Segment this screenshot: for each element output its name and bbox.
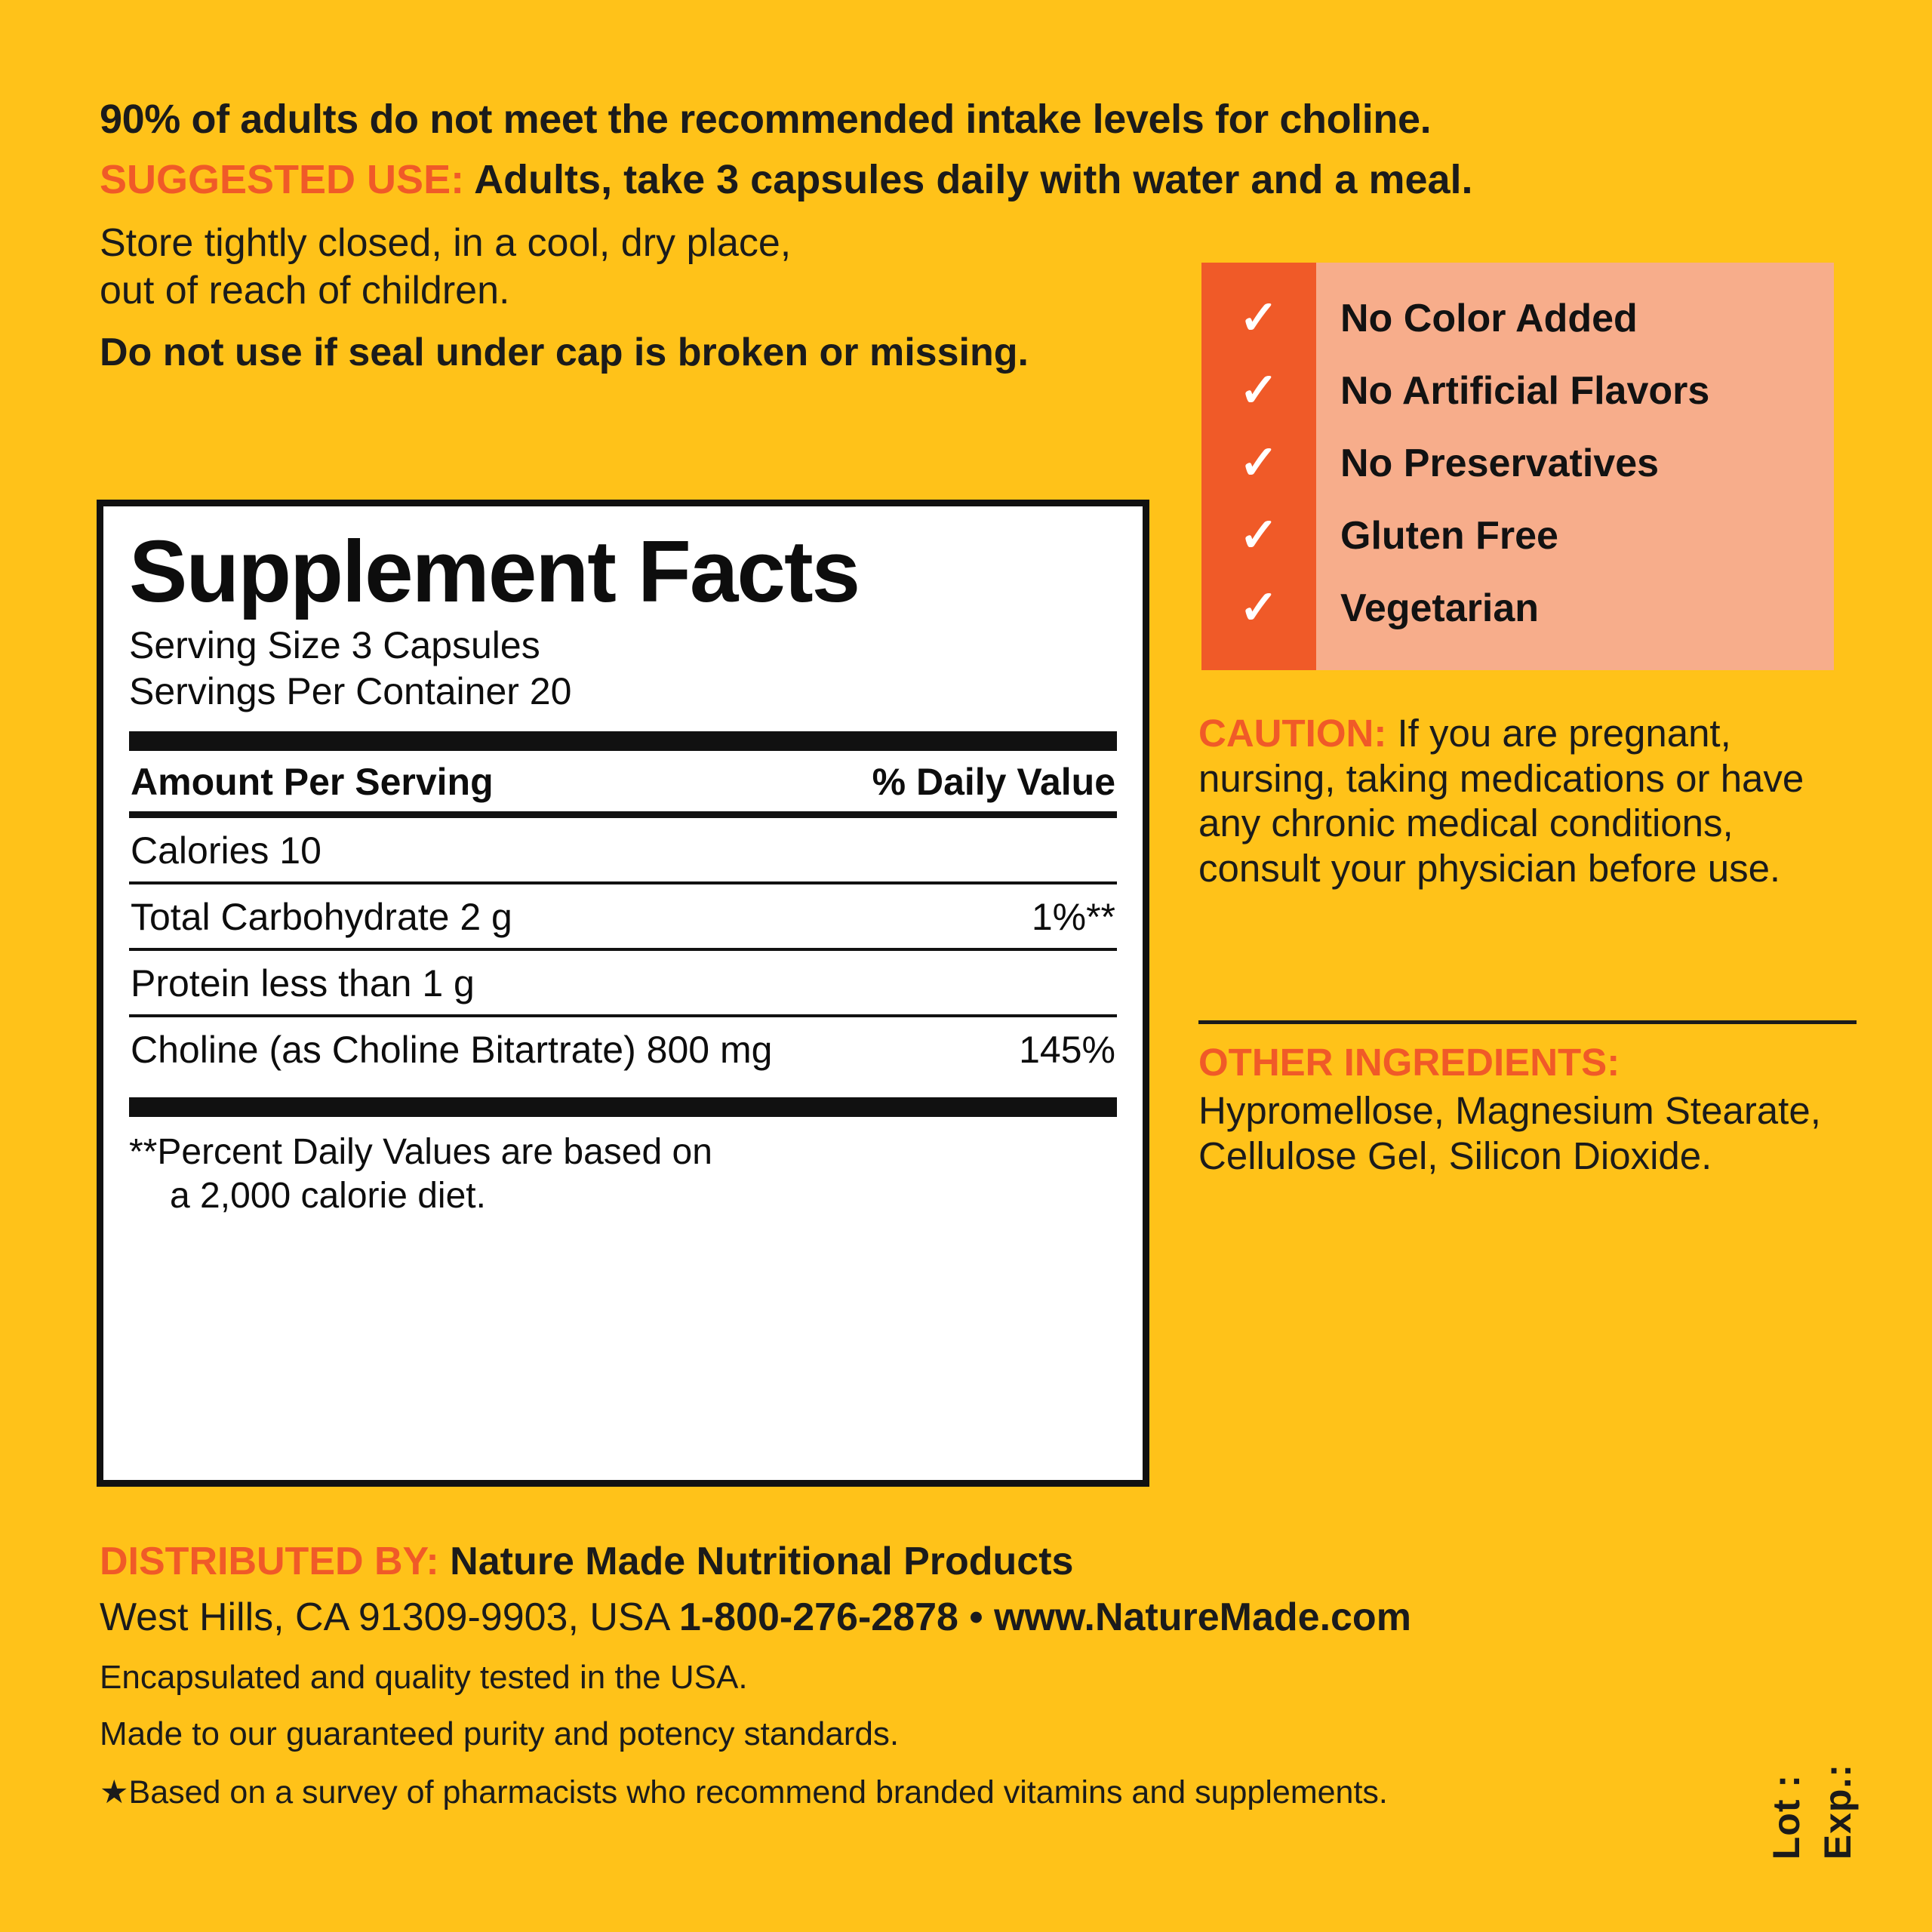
lot-label: Lot : [1765, 1774, 1807, 1860]
nutrient-name: Choline (as Choline Bitartrate) 800 mg [131, 1029, 773, 1071]
distributed-by-line [100, 1538, 1669, 1585]
other-ingredients-text: Hypromellose, Magnesium Stearate, Cellulose Gel, Silicon Dioxide. [1198, 1089, 1821, 1178]
distributed-by-label: DISTRIBUTED BY: [100, 1540, 439, 1583]
suggested-use-line [100, 157, 1556, 202]
claim-item: Vegetarian [1340, 586, 1540, 630]
rule-thick-top [129, 731, 1117, 751]
check-icon: ✓ [1239, 509, 1278, 561]
product-claims-box [1201, 263, 1834, 670]
footnote-line-1: **Percent Daily Values are based on [129, 1132, 712, 1172]
table-row [129, 951, 1117, 1014]
supplement-facts-title: Supplement Facts [129, 522, 860, 620]
lot-exp-block [1764, 1764, 1860, 1860]
bottom-info-block [100, 1538, 1669, 1813]
suggested-use-text: Adults, take 3 capsules daily with water and a meal. [474, 157, 1473, 203]
supplement-facts-panel [97, 500, 1149, 1487]
claim-item: Gluten Free [1340, 514, 1558, 558]
check-icon: ✓ [1239, 437, 1278, 489]
choline-stat-line: 90% of adults do not meet the recommended intake levels for choline. [100, 97, 1432, 142]
claims-check-column [1201, 263, 1316, 670]
claim-item: No Preservatives [1340, 441, 1660, 485]
storage-line-2: out of reach of children. [100, 269, 510, 313]
nutrient-name: Calories 10 [131, 829, 321, 872]
distributor-name: Nature Made Nutritional Products [438, 1540, 1074, 1583]
other-ingredients-label: OTHER INGREDIENTS: [1198, 1041, 1620, 1084]
check-icon: ✓ [1239, 292, 1278, 344]
daily-value-footnote [129, 1117, 1117, 1217]
nutrient-dv: 1%** [1031, 896, 1115, 938]
website-link[interactable]: www.NatureMade.com [994, 1595, 1411, 1640]
table-header-row [129, 751, 1117, 811]
address-line [100, 1594, 1669, 1641]
address-text: West Hills, CA 91309-9903, USA [100, 1595, 669, 1640]
other-ingredients-block [1198, 1040, 1863, 1180]
check-icon: ✓ [1239, 365, 1278, 417]
nutrient-dv: 145% [1019, 1029, 1115, 1071]
table-row [129, 884, 1117, 948]
survey-footnote: ★Based on a survey of pharmacists who recommend branded vitamins and supplements. [100, 1774, 1388, 1811]
nutrient-name: Protein less than 1 g [131, 962, 475, 1004]
purity-note: Made to our guaranteed purity and potency standards. [100, 1715, 900, 1752]
claims-label-column [1316, 263, 1834, 670]
caution-label: CAUTION: [1198, 712, 1387, 755]
nutrient-name: Total Carbohydrate 2 g [131, 896, 512, 938]
exp-label: Exp.: [1817, 1763, 1859, 1860]
serving-size: Serving Size 3 Capsules [129, 624, 540, 666]
storage-line-1: Store tightly closed, in a cool, dry place, [100, 220, 792, 265]
suggested-use-label: SUGGESTED USE: [100, 157, 465, 203]
check-icon: ✓ [1239, 582, 1278, 634]
phone-number[interactable]: 1-800-276-2878 [678, 1595, 958, 1640]
table-row [129, 1017, 1117, 1081]
caution-block [1198, 711, 1863, 891]
rule-under-header [129, 811, 1117, 818]
servings-per-container: Servings Per Container 20 [129, 670, 572, 712]
section-divider [1198, 1020, 1857, 1024]
seal-warning: Do not use if seal under cap is broken or missing. [100, 330, 1029, 374]
column-header-daily-value: % Daily Value [872, 761, 1115, 803]
claim-item: No Color Added [1340, 297, 1638, 340]
encapsulated-note: Encapsulated and quality tested in the USA. [100, 1658, 748, 1696]
rule-thick-bottom [129, 1097, 1117, 1117]
bullet-separator: • [969, 1595, 983, 1640]
caution-text: If you are pregnant, nursing, taking medications or have any chronic medical conditions, consult your physician before use. [1198, 712, 1804, 890]
column-header-amount: Amount Per Serving [131, 761, 494, 803]
claim-item: No Artificial Flavors [1340, 369, 1710, 413]
table-row [129, 818, 1117, 881]
footnote-line-2: a 2,000 calorie diet. [170, 1175, 486, 1216]
